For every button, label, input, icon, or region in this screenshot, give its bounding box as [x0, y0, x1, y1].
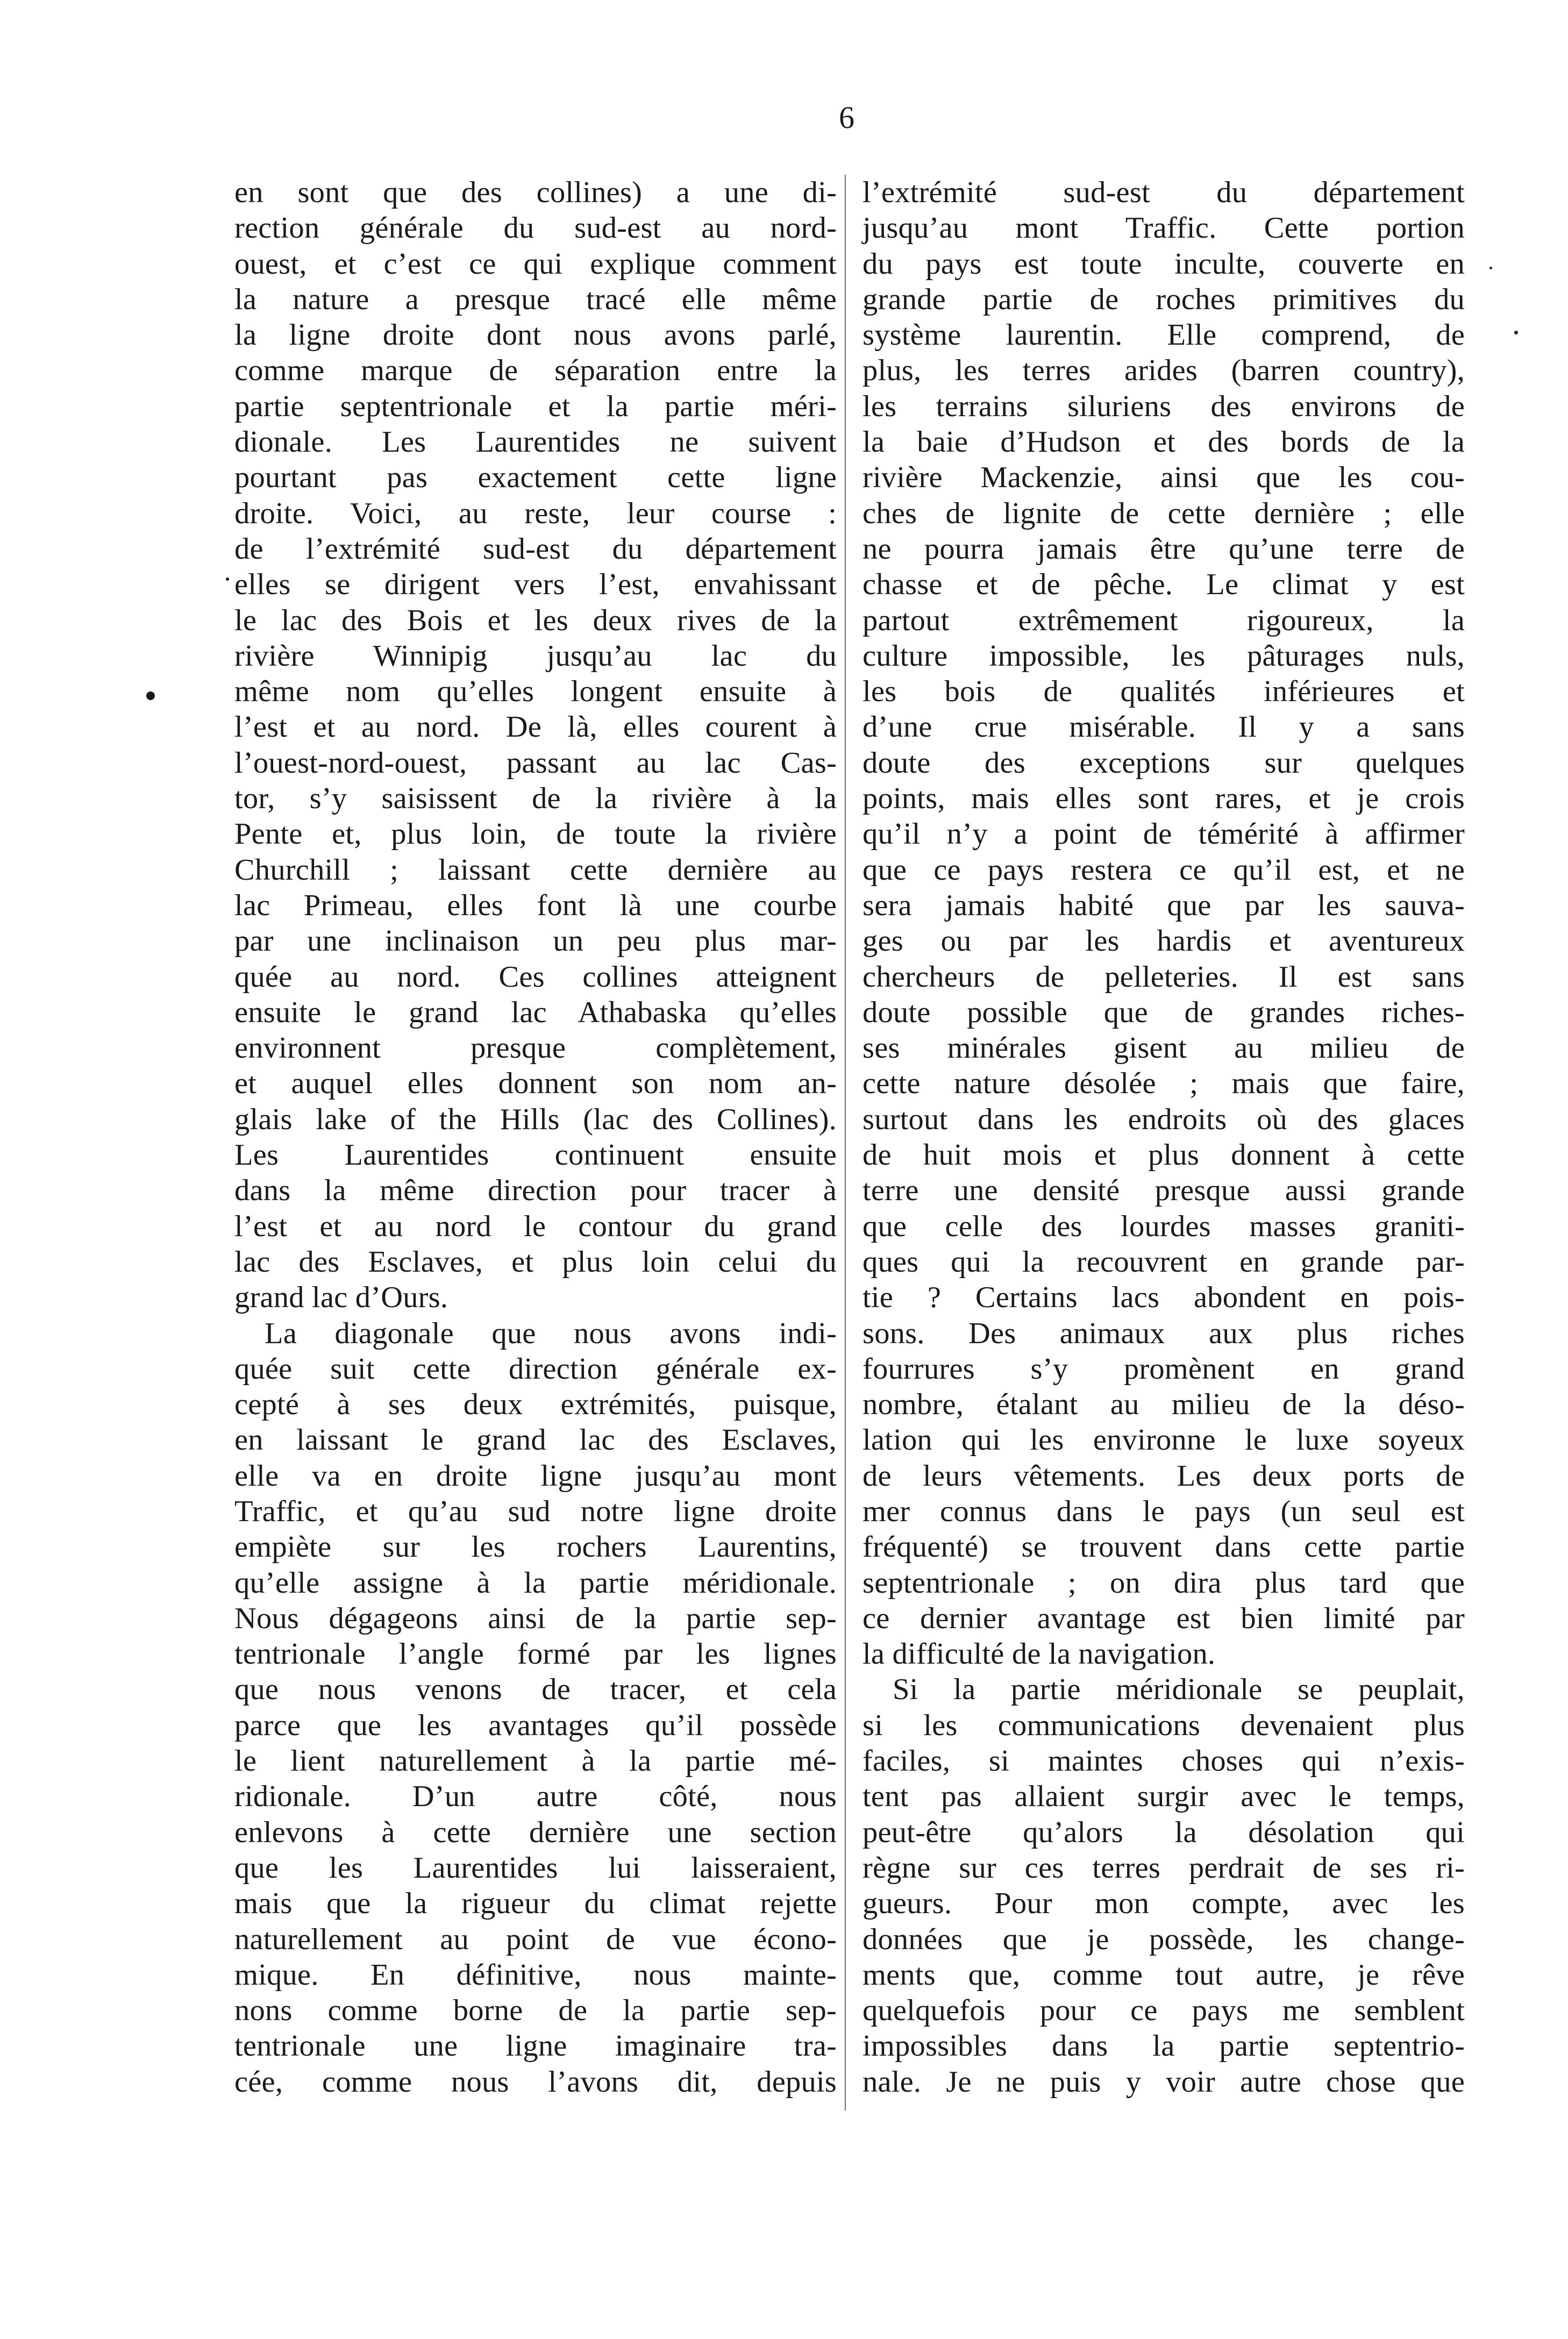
text-line: plus, les terres arides (barren country), [863, 354, 1465, 388]
text-line: ses minérales gisent au milieu de [863, 1031, 1465, 1065]
text-line: faciles, si maintes choses qui n’exis- [863, 1744, 1465, 1778]
text-line: chasse et de pêche. Le climat y est [863, 568, 1465, 602]
text-line: cée, comme nous l’avons dit, depuis [234, 2065, 837, 2099]
text-line: dans la même direction pour tracer à [234, 1174, 837, 1208]
text-line: mer connus dans le pays (un seul est [863, 1494, 1465, 1528]
text-line: gueurs. Pour mon compte, avec les [863, 1887, 1465, 1921]
text-line: sera jamais habité que par les sauva- [863, 888, 1465, 922]
text-line: fourrures s’y promènent en grand [863, 1352, 1465, 1386]
text-line: que nous venons de tracer, et cela [234, 1673, 837, 1707]
text-line: ges ou par les hardis et aventureux [863, 924, 1465, 958]
text-line: grand lac d’Ours. [234, 1281, 448, 1315]
text-line: droite. Voici, au reste, leur course : [234, 496, 837, 530]
text-line: mique. En définitive, nous mainte- [234, 1958, 837, 1992]
text-line: ne pourra jamais être qu’une terre de [863, 532, 1465, 566]
text-line: le lac des Bois et les deux rives de la [234, 603, 837, 637]
text-line: la ligne droite dont nous avons parlé, [234, 318, 837, 352]
text-line: surtout dans les endroits où des glaces [863, 1102, 1465, 1136]
text-line: tent pas allaient surgir avec le temps, [863, 1780, 1465, 1814]
text-line: ques qui la recouvrent en grande par- [863, 1245, 1465, 1279]
text-line: ridionale. D’un autre côté, nous [234, 1780, 837, 1814]
text-line: tentrionale l’angle formé par les lignes [234, 1637, 837, 1671]
text-line: que celle des lourdes masses graniti- [863, 1209, 1465, 1243]
text-line: chercheurs de pelleteries. Il est sans [863, 960, 1465, 994]
text-line: cepté à ses deux extrémités, puisque, [234, 1388, 837, 1422]
text-line: que ce pays restera ce qu’il est, et ne [863, 853, 1465, 887]
text-line: pourtant pas exactement cette ligne [234, 461, 837, 495]
text-line: elles se dirigent vers l’est, envahissant [234, 568, 837, 602]
text-line: sons. Des animaux aux plus riches [863, 1316, 1465, 1350]
text-line: fréquenté) se trouvent dans cette partie [863, 1530, 1465, 1564]
text-line: terre une densité presque aussi grande [863, 1174, 1465, 1208]
ink-speck-left [146, 691, 155, 700]
text-line: environnent presque complètement, [234, 1031, 837, 1065]
text-line: grande partie de roches primitives du [863, 282, 1465, 316]
text-line: naturellement au point de vue écono- [234, 1922, 837, 1956]
text-line: l’est et au nord. De là, elles courent à [234, 710, 837, 744]
text-line: culture impossible, les pâturages nuls, [863, 639, 1465, 673]
text-line: de leurs vêtements. Les deux ports de [863, 1459, 1465, 1493]
left-column [234, 175, 837, 2100]
page-number: 6 [839, 100, 854, 135]
text-line: en sont que des collines) a une di- [234, 176, 837, 209]
ink-speck-right-small [1489, 267, 1492, 269]
text-line: d’une crue misérable. Il y a sans [863, 710, 1465, 744]
text-line: lac des Esclaves, et plus loin celui du [234, 1245, 837, 1279]
text-line: rivière Winnipig jusqu’au lac du [234, 639, 837, 673]
text-line: points, mais elles sont rares, et je crois [863, 782, 1465, 816]
text-line: doute possible que de grandes riches- [863, 995, 1465, 1029]
text-line: nale. Je ne puis y voir autre chose que [863, 2065, 1465, 2099]
text-line: règne sur ces terres perdrait de ses ri- [863, 1851, 1465, 1885]
text-line: ouest, et c’est ce qui explique comment [234, 247, 837, 281]
text-line: le lient naturellement à la partie mé- [234, 1744, 837, 1778]
text-line: Traffic, et qu’au sud notre ligne droite [234, 1494, 837, 1528]
text-line: jusqu’au mont Traffic. Cette portion [863, 211, 1465, 245]
text-line: mais que la rigueur du climat rejette [234, 1887, 837, 1921]
text-line: si les communications devenaient plus [863, 1708, 1465, 1742]
column-divider [845, 175, 846, 2110]
text-line: comme marque de séparation entre la [234, 354, 837, 388]
text-line: l’ouest-nord-ouest, passant au lac Cas- [234, 746, 837, 780]
text-line: en laissant le grand lac des Esclaves, [234, 1423, 837, 1457]
text-line: qu’il n’y a point de témérité à affirmer [863, 817, 1465, 851]
text-line: ments que, comme tout autre, je rêve [863, 1958, 1465, 1992]
text-line: nombre, étalant au milieu de la déso- [863, 1388, 1465, 1422]
text-line: de huit mois et plus donnent à cette [863, 1138, 1465, 1172]
text-line: partout extrêmement rigoureux, la [863, 603, 1465, 637]
text-line: la baie d’Hudson et des bords de la [863, 425, 1465, 459]
text-line: tentrionale une ligne imaginaire tra- [234, 2029, 837, 2063]
text-line: partie septentrionale et la partie méri- [234, 389, 837, 423]
text-line: tor, s’y saisissent de la rivière à la [234, 782, 837, 816]
text-line: doute des exceptions sur quelques [863, 746, 1465, 780]
text-line: peut-être qu’alors la désolation qui [863, 1815, 1465, 1849]
text-line: de l’extrémité sud-est du département [234, 532, 837, 566]
text-line: parce que les avantages qu’il possède [234, 1708, 837, 1742]
text-line: les terrains siluriens des environs de [863, 389, 1465, 423]
text-line: impossibles dans la partie septentrio- [863, 2029, 1465, 2063]
ink-speck-right [1514, 331, 1518, 334]
text-line: lation qui les environne le luxe soyeux [863, 1423, 1465, 1457]
text-line: quée au nord. Ces collines atteignent [234, 960, 837, 994]
text-line: que les Laurentides lui laisseraient, [234, 1851, 837, 1885]
text-line: même nom qu’elles longent ensuite à [234, 675, 837, 709]
text-line: ensuite le grand lac Athabaska qu’elles [234, 995, 837, 1029]
text-line: Si la partie méridionale se peuplait, [893, 1673, 1465, 1707]
text-line: dionale. Les Laurentides ne suivent [234, 425, 837, 459]
text-line: Nous dégageons ainsi de la partie sep- [234, 1601, 837, 1635]
text-line: les bois de qualités inférieures et [863, 675, 1465, 709]
text-line: rivière Mackenzie, ainsi que les cou- [863, 461, 1465, 495]
text-line: La diagonale que nous avons indi- [265, 1316, 837, 1350]
ink-speck-left-small [226, 577, 229, 581]
text-line: système laurentin. Elle comprend, de [863, 318, 1465, 352]
text-line: qu’elle assigne à la partie méridionale. [234, 1566, 837, 1600]
text-line: enlevons à cette dernière une section [234, 1815, 837, 1849]
text-line: Churchill ; laissant cette dernière au [234, 853, 837, 887]
text-line: empiète sur les rochers Laurentins, [234, 1530, 837, 1564]
text-line: l’extrémité sud-est du département [863, 176, 1465, 209]
text-line: cette nature désolée ; mais que faire, [863, 1067, 1465, 1101]
text-line: tie ? Certains lacs abondent en pois- [863, 1281, 1465, 1315]
text-line: du pays est toute inculte, couverte en [863, 247, 1465, 281]
text-line: données que je possède, les change- [863, 1922, 1465, 1956]
text-line: par une inclinaison un peu plus mar- [234, 924, 837, 958]
text-line: Pente et, plus loin, de toute la rivière [234, 817, 837, 851]
text-line: quelquefois pour ce pays me semblent [863, 1994, 1465, 2028]
text-line: la nature a presque tracé elle même [234, 282, 837, 316]
text-line: ches de lignite de cette dernière ; elle [863, 496, 1465, 530]
text-line: Les Laurentides continuent ensuite [234, 1138, 837, 1172]
text-line: nons comme borne de la partie sep- [234, 1994, 837, 2028]
text-line: glais lake of the Hills (lac des Collines). [234, 1102, 837, 1136]
text-line: rection générale du sud-est au nord- [234, 211, 837, 245]
text-line: ce dernier avantage est bien limité par [863, 1601, 1465, 1635]
text-line: l’est et au nord le contour du grand [234, 1209, 837, 1243]
text-line: septentrionale ; on dira plus tard que [863, 1566, 1465, 1600]
right-column [863, 175, 1465, 2100]
text-line: elle va en droite ligne jusqu’au mont [234, 1459, 837, 1493]
text-line: la difficulté de la navigation. [863, 1637, 1216, 1671]
text-line: quée suit cette direction générale ex- [234, 1352, 837, 1386]
text-line: et auquel elles donnent son nom an- [234, 1067, 837, 1101]
text-line: lac Primeau, elles font là une courbe [234, 888, 837, 922]
